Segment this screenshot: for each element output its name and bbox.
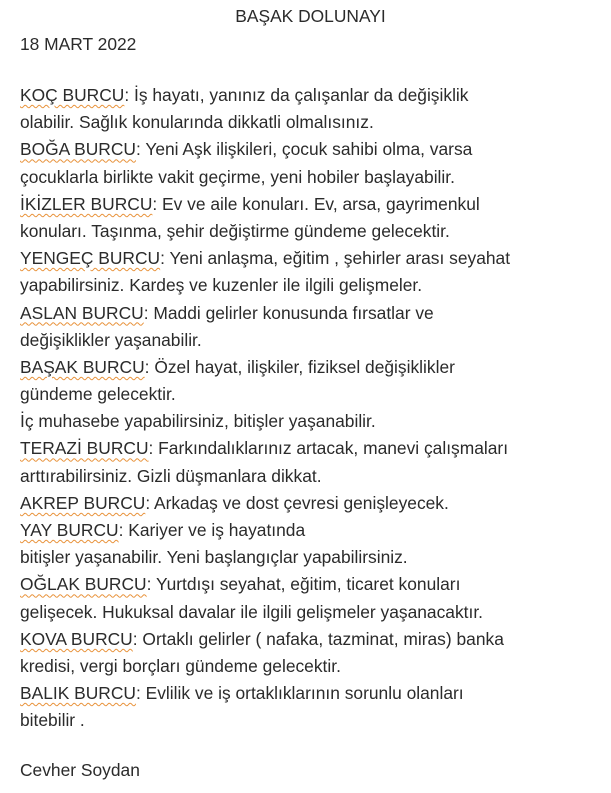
text-line	[20, 653, 605, 680]
text-line	[20, 463, 605, 490]
sign-heading: ASLAN BURCU	[20, 302, 144, 323]
sign-heading: İKİZLER BURCU	[20, 193, 153, 214]
text-line	[20, 707, 605, 734]
text-line	[20, 245, 605, 272]
line-text: bitişler yaşanabilir. Yeni başlangıçlar yapabilirsiniz.	[20, 547, 408, 568]
line-text: İç muhasebe yapabilirsiniz, bitişler yaşanabilir.	[20, 411, 376, 432]
sign-heading: BALIK BURCU	[20, 683, 136, 704]
line-text: : Kariyer ve iş hayatında	[118, 520, 306, 540]
text-line	[20, 381, 605, 408]
horoscope-list	[20, 82, 605, 735]
line-text: : Maddi gelirler konusunda fırsatlar ve	[143, 302, 434, 323]
line-text: : Evlilik ve iş ortaklıklarının sorunlu olanları	[135, 683, 464, 704]
text-line	[20, 544, 605, 571]
sign-heading: BAŞAK BURCU	[20, 356, 145, 377]
text-line	[20, 626, 605, 653]
text-line	[20, 164, 605, 191]
line-text: : Arkadaş ve dost çevresi genişleyecek.	[145, 492, 449, 513]
line-text: yapabilirsiniz. Kardeş ve kuzenler ile ilgili gelişmeler.	[20, 275, 423, 296]
line-text: gündeme gelecektir.	[20, 384, 176, 405]
line-text: arttırabilirsiniz. Gizli düşmanlara dikkat.	[20, 465, 322, 486]
sign-heading: TERAZİ BURCU	[20, 438, 149, 459]
line-text: : Yurtdışı seyahat, eğitim, ticaret konuları	[146, 574, 461, 595]
text-line	[20, 327, 605, 354]
text-line	[20, 136, 605, 163]
sign-heading: YAY BURCU	[20, 520, 119, 540]
text-line	[20, 490, 605, 517]
document-date: 18 MART 2022	[20, 34, 137, 54]
line-text: : Ev ve aile konuları. Ev, arsa, gayrimenkul	[152, 193, 480, 214]
line-text: : Özel hayat, ilişkiler, fiziksel değişiklikler	[144, 356, 455, 377]
line-text: : Yeni Aşk ilişkileri, çocuk sahibi olma, varsa	[135, 139, 473, 160]
text-line	[20, 354, 605, 381]
line-text: olabilir. Sağlık konularında dikkatli olmalısınız.	[20, 112, 374, 133]
author-signature: Cevher Soydan	[20, 760, 140, 780]
text-line	[20, 599, 605, 626]
text-line	[20, 218, 605, 245]
sign-heading: YENGEÇ BURCU	[20, 248, 161, 269]
sign-heading: BOĞA BURCU	[20, 139, 136, 160]
text-line	[20, 82, 605, 109]
text-line	[20, 680, 605, 707]
sign-heading: OĞLAK BURCU	[20, 574, 147, 595]
sign-heading: KOÇ BURCU	[20, 85, 125, 105]
line-text: : Ortaklı gelirler ( nafaka, tazminat, miras) banka	[132, 628, 504, 649]
text-line	[20, 435, 605, 462]
sign-heading: KOVA BURCU	[20, 628, 133, 649]
line-text: bitebilir .	[20, 710, 85, 731]
document-title: BAŞAK DOLUNAYI	[235, 6, 386, 26]
text-line	[20, 300, 605, 327]
text-line	[20, 109, 605, 136]
line-text: değişiklikler yaşanabilir.	[20, 329, 202, 350]
line-text: kredisi, vergi borçları gündeme gelecektir.	[20, 655, 341, 676]
line-text: : Farkındalıklarınız artacak, manevi çalışmaları	[148, 438, 509, 459]
line-text: konuları. Taşınma, şehir değiştirme gündeme gelecektir.	[20, 220, 450, 241]
line-text: : Yeni anlaşma, eğitim , şehirler arası seyahat	[160, 248, 511, 269]
sign-heading: AKREP BURCU	[20, 492, 146, 513]
text-line	[20, 408, 605, 435]
text-line	[20, 191, 605, 218]
text-line	[20, 272, 605, 299]
line-text: çocuklarla birlikte vakit geçirme, yeni hobiler başlayabilir.	[20, 166, 455, 187]
line-text: gelişecek. Hukuksal davalar ile ilgili gelişmeler yaşanacaktır.	[20, 601, 483, 622]
line-text: : İş hayatı, yanınız da çalışanlar da değişiklik	[124, 85, 469, 105]
text-line	[20, 571, 605, 598]
text-line	[20, 517, 605, 544]
